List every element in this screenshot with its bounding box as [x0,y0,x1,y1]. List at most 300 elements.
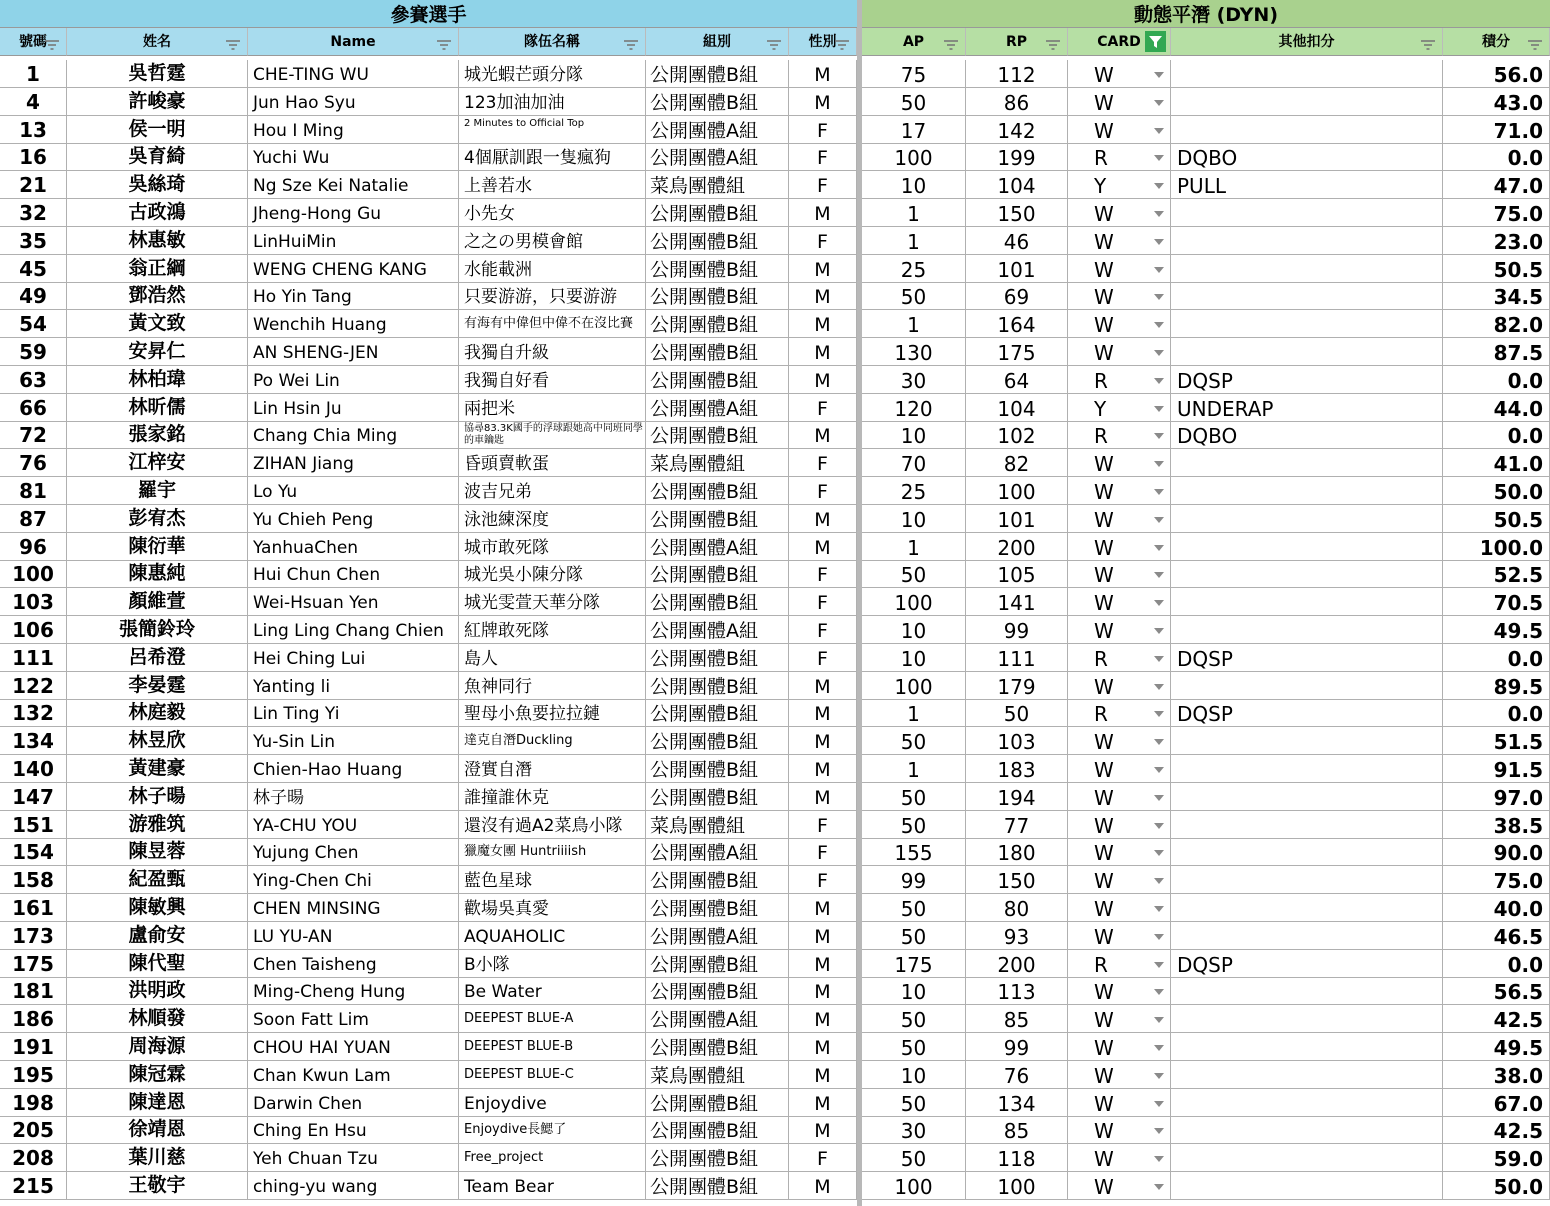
cell-team[interactable]: 島人 [459,644,646,672]
cell-number[interactable]: 81 [0,477,67,505]
cell-division[interactable]: 公開團體B組 [646,338,789,366]
cell-team[interactable]: 昏頭賣軟蛋 [459,449,646,477]
cell-team[interactable]: 波吉兄弟 [459,477,646,505]
cell-chinese-name[interactable]: 林惠敏 [67,227,248,255]
cell-name[interactable]: ZIHAN Jiang [248,449,459,477]
cell-sex[interactable]: F [789,560,857,588]
cell-score[interactable]: 67.0 [1443,1089,1550,1117]
cell-ap[interactable]: 175 [862,950,966,978]
cell-sex[interactable]: M [789,282,857,310]
cell-ap[interactable]: 10 [862,171,966,199]
cell-ap[interactable]: 155 [862,838,966,866]
cell-chinese-name[interactable]: 林昱欣 [67,727,248,755]
col-header-rp[interactable] [966,28,1068,56]
cell-number[interactable]: 103 [0,588,67,616]
cell-rp[interactable]: 113 [966,977,1068,1005]
cell-team[interactable]: 2 Minutes to Official Top [459,116,646,144]
cell-name[interactable]: Hui Chun Chen [248,560,459,588]
cell-deduction[interactable] [1171,505,1443,533]
cell-sex[interactable]: M [789,755,857,783]
cell-number[interactable]: 205 [0,1116,67,1144]
cell-rp[interactable]: 86 [966,88,1068,116]
cell-score[interactable]: 38.0 [1443,1061,1550,1089]
cell-deduction[interactable] [1171,838,1443,866]
cell-card[interactable]: W [1068,616,1171,644]
cell-number[interactable]: 106 [0,616,67,644]
cell-rp[interactable]: 99 [966,1033,1068,1061]
cell-sex[interactable]: M [789,255,857,283]
cell-deduction[interactable] [1171,338,1443,366]
cell-rp[interactable]: 100 [966,1172,1068,1200]
cell-score[interactable]: 90.0 [1443,838,1550,866]
cell-score[interactable]: 41.0 [1443,449,1550,477]
cell-team[interactable]: 有海有中偉但中偉不在沒比賽 [459,310,646,338]
dropdown-arrow-icon[interactable] [1154,1184,1164,1190]
cell-number[interactable]: 87 [0,505,67,533]
cell-number[interactable]: 63 [0,366,67,394]
cell-sex[interactable]: F [789,644,857,672]
cell-name[interactable]: Ng Sze Kei Natalie [248,171,459,199]
cell-deduction[interactable]: UNDERAP [1171,394,1443,422]
cell-number[interactable]: 54 [0,310,67,338]
cell-team[interactable]: DEEPEST BLUE-B [459,1033,646,1061]
cell-number[interactable]: 21 [0,171,67,199]
cell-card[interactable]: W [1068,755,1171,783]
cell-sex[interactable]: M [789,60,857,88]
cell-ap[interactable]: 17 [862,116,966,144]
cell-team[interactable]: 城光雯萱天華分隊 [459,588,646,616]
dropdown-arrow-icon[interactable] [1154,711,1164,717]
cell-sex[interactable]: F [789,866,857,894]
cell-name[interactable]: Yu Chieh Peng [248,505,459,533]
cell-chinese-name[interactable]: 鄧浩然 [67,282,248,310]
cell-card[interactable]: W [1068,894,1171,922]
cell-team[interactable]: 我獨自好看 [459,366,646,394]
cell-card[interactable]: W [1068,838,1171,866]
cell-division[interactable]: 公開團體B組 [646,1116,789,1144]
cell-score[interactable]: 89.5 [1443,672,1550,700]
cell-division[interactable]: 公開團體A組 [646,533,789,561]
cell-score[interactable]: 49.5 [1443,1033,1550,1061]
dropdown-arrow-icon[interactable] [1154,906,1164,912]
cell-division[interactable]: 公開團體B組 [646,421,789,449]
cell-rp[interactable]: 150 [966,866,1068,894]
cell-card[interactable]: W [1068,505,1171,533]
cell-sex[interactable]: M [789,338,857,366]
cell-team[interactable]: 4個厭訓跟一隻瘋狗 [459,143,646,171]
cell-rp[interactable]: 118 [966,1144,1068,1172]
cell-number[interactable]: 161 [0,894,67,922]
cell-ap[interactable]: 1 [862,533,966,561]
cell-card[interactable]: W [1068,866,1171,894]
cell-name[interactable]: Soon Fatt Lim [248,1005,459,1033]
cell-ap[interactable]: 50 [862,727,966,755]
cell-card[interactable]: W [1068,1089,1171,1117]
cell-team[interactable]: AQUAHOLIC [459,922,646,950]
cell-name[interactable]: Ying-Chen Chi [248,866,459,894]
cell-deduction[interactable] [1171,310,1443,338]
cell-chinese-name[interactable]: 張家銘 [67,421,248,449]
cell-deduction[interactable] [1171,894,1443,922]
cell-division[interactable]: 公開團體B組 [646,60,789,88]
cell-score[interactable]: 38.5 [1443,811,1550,839]
cell-sex[interactable]: M [789,922,857,950]
cell-team[interactable]: 小先女 [459,199,646,227]
dropdown-arrow-icon[interactable] [1154,1128,1164,1134]
cell-team[interactable]: 123加油加油 [459,88,646,116]
cell-team[interactable]: DEEPEST BLUE-C [459,1061,646,1089]
cell-chinese-name[interactable]: 葉川慈 [67,1144,248,1172]
cell-ap[interactable]: 70 [862,449,966,477]
cell-division[interactable]: 公開團體B組 [646,1089,789,1117]
cell-card[interactable]: W [1068,338,1171,366]
cell-sex[interactable]: F [789,616,857,644]
cell-division[interactable]: 公開團體A組 [646,616,789,644]
cell-rp[interactable]: 179 [966,672,1068,700]
cell-division[interactable]: 公開團體A組 [646,922,789,950]
dropdown-arrow-icon[interactable] [1154,100,1164,106]
cell-sex[interactable]: F [789,588,857,616]
cell-team[interactable]: 藍色星球 [459,866,646,894]
cell-sex[interactable]: M [789,1005,857,1033]
cell-ap[interactable]: 50 [862,783,966,811]
cell-ap[interactable]: 100 [862,143,966,171]
cell-team[interactable]: B小隊 [459,950,646,978]
cell-chinese-name[interactable]: 呂希澄 [67,644,248,672]
cell-sex[interactable]: F [789,477,857,505]
dropdown-arrow-icon[interactable] [1154,795,1164,801]
cell-sex[interactable]: M [789,1061,857,1089]
cell-rp[interactable]: 141 [966,588,1068,616]
cell-card[interactable]: W [1068,588,1171,616]
cell-deduction[interactable] [1171,255,1443,283]
cell-deduction[interactable] [1171,922,1443,950]
cell-rp[interactable]: 80 [966,894,1068,922]
cell-sex[interactable]: M [789,88,857,116]
cell-score[interactable]: 0.0 [1443,143,1550,171]
cell-rp[interactable]: 134 [966,1089,1068,1117]
cell-name[interactable]: Ling Ling Chang Chien [248,616,459,644]
filter-icon[interactable] [436,34,452,48]
cell-number[interactable]: 1 [0,60,67,88]
cell-rp[interactable]: 82 [966,449,1068,477]
cell-card[interactable]: W [1068,727,1171,755]
cell-score[interactable]: 42.5 [1443,1116,1550,1144]
cell-rp[interactable]: 200 [966,533,1068,561]
cell-card[interactable]: W [1068,60,1171,88]
cell-division[interactable]: 公開團體B組 [646,950,789,978]
cell-rp[interactable]: 100 [966,477,1068,505]
cell-name[interactable]: Jheng-Hong Gu [248,199,459,227]
cell-name[interactable]: AN SHENG-JEN [248,338,459,366]
cell-card[interactable]: W [1068,282,1171,310]
cell-card[interactable]: W [1068,477,1171,505]
cell-number[interactable]: 32 [0,199,67,227]
cell-chinese-name[interactable]: 彭宥杰 [67,505,248,533]
cell-name[interactable]: Chan Kwun Lam [248,1061,459,1089]
cell-number[interactable]: 134 [0,727,67,755]
cell-name[interactable]: WENG CHENG KANG [248,255,459,283]
cell-division[interactable]: 公開團體B組 [646,282,789,310]
dropdown-arrow-icon[interactable] [1154,739,1164,745]
cell-chinese-name[interactable]: 安昇仁 [67,338,248,366]
cell-division[interactable]: 公開團體B組 [646,477,789,505]
cell-division[interactable]: 公開團體B組 [646,366,789,394]
cell-score[interactable]: 51.5 [1443,727,1550,755]
cell-deduction[interactable]: PULL [1171,171,1443,199]
cell-division[interactable]: 菜鳥團體組 [646,811,789,839]
dropdown-arrow-icon[interactable] [1154,767,1164,773]
dropdown-arrow-icon[interactable] [1154,545,1164,551]
cell-rp[interactable]: 105 [966,560,1068,588]
cell-ap[interactable]: 10 [862,616,966,644]
cell-deduction[interactable] [1171,1116,1443,1144]
cell-card[interactable]: W [1068,1005,1171,1033]
cell-ap[interactable]: 30 [862,366,966,394]
cell-score[interactable]: 34.5 [1443,282,1550,310]
cell-card[interactable]: R [1068,950,1171,978]
cell-chinese-name[interactable]: 顏維萱 [67,588,248,616]
cell-rp[interactable]: 104 [966,171,1068,199]
cell-name[interactable]: YanhuaChen [248,533,459,561]
cell-name[interactable]: ching-yu wang [248,1172,459,1200]
cell-sex[interactable]: M [789,672,857,700]
cell-rp[interactable]: 76 [966,1061,1068,1089]
cell-number[interactable]: 16 [0,143,67,171]
dropdown-arrow-icon[interactable] [1154,1073,1164,1079]
cell-chinese-name[interactable]: 古政鴻 [67,199,248,227]
cell-team[interactable]: 之之の男模會館 [459,227,646,255]
cell-division[interactable]: 公開團體B組 [646,255,789,283]
cell-rp[interactable]: 93 [966,922,1068,950]
cell-rp[interactable]: 85 [966,1116,1068,1144]
filter-icon[interactable] [225,34,241,48]
cell-sex[interactable]: M [789,1089,857,1117]
cell-score[interactable]: 44.0 [1443,394,1550,422]
filter-icon[interactable] [1420,34,1436,48]
cell-number[interactable]: 76 [0,449,67,477]
dropdown-arrow-icon[interactable] [1154,378,1164,384]
cell-number[interactable]: 59 [0,338,67,366]
cell-chinese-name[interactable]: 洪明政 [67,977,248,1005]
cell-rp[interactable]: 102 [966,421,1068,449]
cell-team[interactable]: 泳池練深度 [459,505,646,533]
cell-division[interactable]: 公開團體B組 [646,977,789,1005]
cell-team[interactable]: 歡場吳真愛 [459,894,646,922]
cell-card[interactable]: W [1068,977,1171,1005]
cell-deduction[interactable]: DQSP [1171,950,1443,978]
cell-ap[interactable]: 100 [862,1172,966,1200]
cell-name[interactable]: Yeh Chuan Tzu [248,1144,459,1172]
cell-chinese-name[interactable]: 吳哲霆 [67,60,248,88]
cell-score[interactable]: 47.0 [1443,171,1550,199]
cell-ap[interactable]: 99 [862,866,966,894]
cell-team[interactable]: Enjoydive [459,1089,646,1117]
cell-score[interactable]: 56.0 [1443,60,1550,88]
cell-number[interactable]: 186 [0,1005,67,1033]
cell-team[interactable]: 澄實自潛 [459,755,646,783]
dropdown-arrow-icon[interactable] [1154,72,1164,78]
cell-number[interactable]: 140 [0,755,67,783]
cell-division[interactable]: 公開團體B組 [646,644,789,672]
cell-chinese-name[interactable]: 林順發 [67,1005,248,1033]
cell-deduction[interactable] [1171,533,1443,561]
cell-number[interactable]: 191 [0,1033,67,1061]
cell-division[interactable]: 公開團體B組 [646,88,789,116]
cell-card[interactable]: R [1068,143,1171,171]
cell-name[interactable]: Chang Chia Ming [248,421,459,449]
cell-ap[interactable]: 100 [862,588,966,616]
cell-ap[interactable]: 1 [862,310,966,338]
dropdown-arrow-icon[interactable] [1154,1017,1164,1023]
cell-name[interactable]: Lin Ting Yi [248,699,459,727]
cell-score[interactable]: 56.5 [1443,977,1550,1005]
dropdown-arrow-icon[interactable] [1154,406,1164,412]
cell-sex[interactable]: M [789,533,857,561]
cell-chinese-name[interactable]: 盧俞安 [67,922,248,950]
cell-card[interactable]: W [1068,560,1171,588]
cell-deduction[interactable] [1171,1061,1443,1089]
cell-score[interactable]: 97.0 [1443,783,1550,811]
cell-division[interactable]: 公開團體A組 [646,1005,789,1033]
cell-ap[interactable]: 25 [862,255,966,283]
cell-sex[interactable]: F [789,171,857,199]
filter-icon[interactable] [1527,34,1543,48]
cell-team[interactable]: 上善若水 [459,171,646,199]
dropdown-arrow-icon[interactable] [1154,322,1164,328]
cell-deduction[interactable] [1171,616,1443,644]
cell-number[interactable]: 122 [0,672,67,700]
cell-rp[interactable]: 150 [966,199,1068,227]
dropdown-arrow-icon[interactable] [1154,600,1164,606]
cell-sex[interactable]: M [789,950,857,978]
cell-name[interactable]: Lo Yu [248,477,459,505]
cell-deduction[interactable] [1171,1089,1443,1117]
col-header-score[interactable] [1443,28,1550,56]
cell-division[interactable]: 公開團體B組 [646,1144,789,1172]
cell-name[interactable]: Chien-Hao Huang [248,755,459,783]
cell-team[interactable]: 協尋83.3K國手的浮球跟她高中同班同學的車鑰匙 [459,421,646,449]
cell-card[interactable]: W [1068,1172,1171,1200]
cell-score[interactable]: 40.0 [1443,894,1550,922]
cell-ap[interactable]: 50 [862,1005,966,1033]
cell-sex[interactable]: M [789,366,857,394]
cell-sex[interactable]: F [789,227,857,255]
cell-team[interactable]: Be Water [459,977,646,1005]
cell-score[interactable]: 0.0 [1443,950,1550,978]
cell-ap[interactable]: 50 [862,894,966,922]
dropdown-arrow-icon[interactable] [1154,211,1164,217]
cell-rp[interactable]: 46 [966,227,1068,255]
cell-deduction[interactable] [1171,60,1443,88]
dropdown-arrow-icon[interactable] [1154,239,1164,245]
cell-ap[interactable]: 50 [862,1089,966,1117]
cell-team[interactable]: 兩把米 [459,394,646,422]
cell-division[interactable]: 公開團體B組 [646,866,789,894]
cell-score[interactable]: 43.0 [1443,88,1550,116]
cell-deduction[interactable]: DQSP [1171,699,1443,727]
cell-name[interactable]: LU YU-AN [248,922,459,950]
dropdown-arrow-icon[interactable] [1154,267,1164,273]
cell-ap[interactable]: 50 [862,1144,966,1172]
cell-score[interactable]: 75.0 [1443,199,1550,227]
cell-deduction[interactable] [1171,88,1443,116]
cell-rp[interactable]: 112 [966,60,1068,88]
cell-ap[interactable]: 50 [862,922,966,950]
cell-team[interactable]: 城光蝦芒頭分隊 [459,60,646,88]
cell-ap[interactable]: 10 [862,421,966,449]
dropdown-arrow-icon[interactable] [1154,433,1164,439]
cell-name[interactable]: Po Wei Lin [248,366,459,394]
cell-chinese-name[interactable]: 王敬宇 [67,1172,248,1200]
cell-division[interactable]: 菜鳥團體組 [646,1061,789,1089]
cell-chinese-name[interactable]: 紀盈甄 [67,866,248,894]
cell-sex[interactable]: M [789,977,857,1005]
cell-sex[interactable]: F [789,394,857,422]
cell-rp[interactable]: 50 [966,699,1068,727]
cell-team[interactable]: 獵魔女團 Huntriiiish [459,838,646,866]
cell-score[interactable]: 100.0 [1443,533,1550,561]
cell-division[interactable]: 公開團體B組 [646,310,789,338]
cell-rp[interactable]: 194 [966,783,1068,811]
cell-name[interactable]: LinHuiMin [248,227,459,255]
filter-icon[interactable] [943,34,959,48]
cell-ap[interactable]: 1 [862,199,966,227]
filter-icon[interactable] [623,34,639,48]
cell-chinese-name[interactable]: 林柏瑋 [67,366,248,394]
cell-number[interactable]: 181 [0,977,67,1005]
cell-sex[interactable]: M [789,505,857,533]
cell-number[interactable]: 49 [0,282,67,310]
cell-ap[interactable]: 1 [862,755,966,783]
cell-card[interactable]: R [1068,421,1171,449]
cell-score[interactable]: 71.0 [1443,116,1550,144]
cell-name[interactable]: Wenchih Huang [248,310,459,338]
cell-score[interactable]: 87.5 [1443,338,1550,366]
cell-ap[interactable]: 50 [862,560,966,588]
cell-deduction[interactable]: DQBO [1171,421,1443,449]
cell-score[interactable]: 0.0 [1443,421,1550,449]
cell-card[interactable]: W [1068,449,1171,477]
cell-name[interactable]: Hei Ching Lui [248,644,459,672]
cell-card[interactable]: R [1068,644,1171,672]
cell-name[interactable]: Ho Yin Tang [248,282,459,310]
cell-ap[interactable]: 10 [862,505,966,533]
cell-chinese-name[interactable]: 李晏霆 [67,672,248,700]
dropdown-arrow-icon[interactable] [1154,684,1164,690]
cell-rp[interactable]: 111 [966,644,1068,672]
cell-rp[interactable]: 69 [966,282,1068,310]
cell-division[interactable]: 公開團體B組 [646,505,789,533]
col-header-deduction[interactable] [1171,28,1443,56]
cell-number[interactable]: 215 [0,1172,67,1200]
cell-division[interactable]: 公開團體A組 [646,838,789,866]
cell-division[interactable]: 公開團體B組 [646,227,789,255]
cell-name[interactable]: Darwin Chen [248,1089,459,1117]
cell-chinese-name[interactable]: 許峻豪 [67,88,248,116]
cell-sex[interactable]: M [789,199,857,227]
cell-division[interactable]: 公開團體B組 [646,894,789,922]
dropdown-arrow-icon[interactable] [1154,128,1164,134]
cell-chinese-name[interactable]: 周海源 [67,1033,248,1061]
cell-deduction[interactable]: DQSP [1171,366,1443,394]
freeze-divider[interactable] [857,0,862,1206]
cell-score[interactable]: 50.5 [1443,255,1550,283]
cell-chinese-name[interactable]: 張簡鈴玲 [67,616,248,644]
cell-team[interactable]: 水能載洲 [459,255,646,283]
cell-card[interactable]: W [1068,922,1171,950]
cell-sex[interactable]: F [789,143,857,171]
